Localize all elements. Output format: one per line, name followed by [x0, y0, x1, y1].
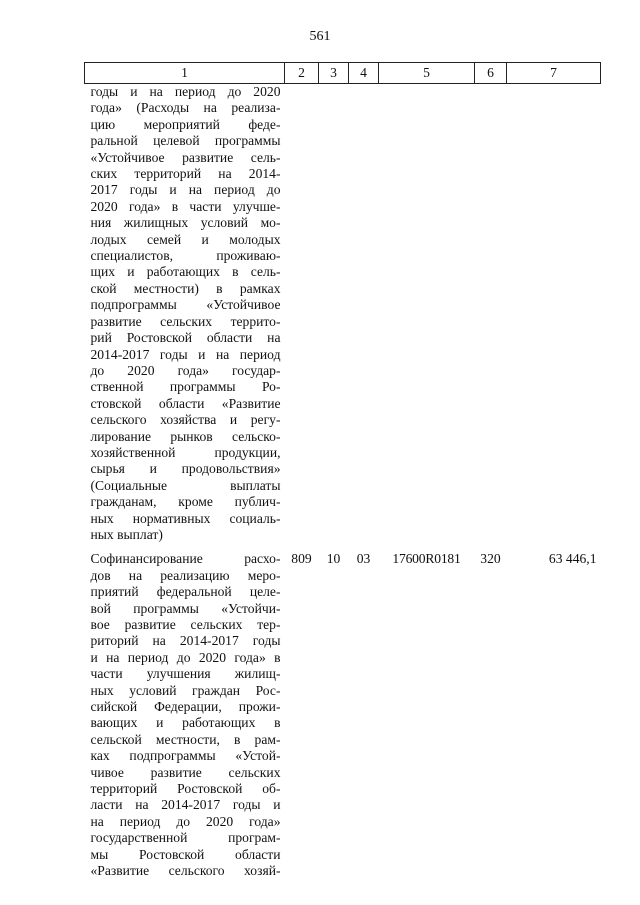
description-line: ской местности) в рамках — [90, 280, 281, 296]
description-line: приятий федеральной целе- — [90, 584, 281, 600]
row-col-3: 10 — [326, 551, 341, 567]
description-line: ральной целевой программы — [90, 133, 281, 149]
table-row — [85, 84, 601, 544]
row-col-4 — [349, 84, 379, 544]
description-line: специалистов, проживаю- — [90, 248, 281, 264]
row-spacer — [85, 543, 601, 551]
description-line: государственной програм- — [90, 830, 281, 846]
description-line: стовской области «Развитие — [90, 395, 281, 411]
description-line: ласти на 2014-2017 годы и — [90, 797, 281, 813]
description-line: сельской местности, в рам- — [90, 731, 281, 747]
description-line: цию мероприятий феде- — [90, 116, 281, 132]
page-number: 561 — [309, 29, 331, 44]
description-line: вающих и работающих в — [90, 715, 281, 731]
description-line: щих и работающих в сель- — [90, 264, 281, 280]
column-header-2: 2 — [285, 63, 319, 84]
description-line: и на период до 2020 года» в — [90, 649, 281, 665]
row-description — [85, 84, 285, 544]
column-header-4: 4 — [349, 63, 379, 84]
column-header-7: 7 — [507, 63, 601, 84]
description-line: территорий Ростовской об- — [90, 781, 281, 797]
description-line: хозяйственной продукции, — [90, 444, 281, 460]
description-lines — [91, 84, 281, 543]
description-line: ственной программы Ро- — [90, 379, 281, 395]
row-col-3 — [319, 84, 349, 544]
budget-table — [84, 62, 601, 880]
row-col-7 — [507, 84, 601, 544]
row-col-4: 03 — [356, 551, 371, 567]
description-line: ных выплат) — [90, 526, 163, 542]
row-col-6: 320 — [480, 551, 501, 567]
column-header-5: 5 — [379, 63, 475, 84]
row-col-6 — [475, 84, 507, 544]
description-line: чивое развитие сельских — [90, 764, 281, 780]
row-col-2: 809 — [291, 551, 312, 567]
description-line: развитие сельских террито- — [90, 313, 281, 329]
description-line: гражданам, кроме публич- — [90, 494, 281, 510]
description-line: ных условий граждан Рос- — [90, 682, 281, 698]
description-line: «Развитие сельского хозяй- — [90, 863, 281, 879]
description-line: риторий на 2014-2017 годы — [90, 633, 281, 649]
description-line: вое развитие сельских тер- — [90, 617, 281, 632]
table-row — [85, 551, 601, 879]
description-line: лирование рынков сельско- — [90, 428, 281, 444]
row-description — [85, 551, 285, 879]
description-line: 2014-2017 годы и на период — [90, 346, 281, 362]
description-line: ния жилищных условий мо- — [90, 215, 281, 231]
description-line: (Социальные выплаты — [90, 477, 281, 493]
description-line: до 2020 года» государ- — [90, 362, 281, 378]
description-line: годы и на период до 2020 — [90, 84, 281, 99]
row-col-7: 63 446,1 — [548, 551, 597, 567]
description-line: вой программы «Устойчи- — [90, 600, 281, 616]
description-line: сельского хозяйства и регу- — [90, 412, 281, 428]
description-line: лодых семей и молодых — [90, 231, 281, 247]
description-line: сийской Федерации, прожи- — [90, 699, 281, 715]
description-line: 2020 года» в части улучше- — [90, 198, 281, 214]
description-lines — [91, 551, 281, 879]
column-header-3: 3 — [319, 63, 349, 84]
row-col-2 — [285, 84, 319, 544]
description-line: сырья и продовольствия» — [90, 461, 281, 477]
column-header-6: 6 — [475, 63, 507, 84]
description-line: подпрограммы «Устойчивое — [90, 297, 281, 313]
column-header-1: 1 — [85, 63, 285, 84]
description-line: ных нормативных социаль- — [90, 510, 281, 526]
description-line: года» (Расходы на реализа- — [90, 100, 281, 116]
description-line: рий Ростовской области на — [90, 330, 281, 346]
description-line: 2017 годы и на период до — [90, 182, 281, 198]
row-col-5 — [379, 84, 475, 544]
description-line: части улучшения жилищ- — [90, 666, 281, 682]
description-line: мы Ростовской области — [90, 846, 281, 862]
description-line: «Устойчивое развитие сель- — [90, 149, 281, 165]
description-line: ских территорий на 2014- — [90, 166, 281, 182]
description-line: на период до 2020 года» — [90, 813, 281, 829]
description-line: дов на реализацию меро- — [90, 567, 281, 583]
column-header-row — [85, 63, 601, 84]
description-line: Софинансирование расхо- — [90, 551, 281, 567]
description-line: ках подпрограммы «Устой- — [90, 748, 281, 764]
row-col-5: 17600R0181 — [392, 551, 461, 567]
